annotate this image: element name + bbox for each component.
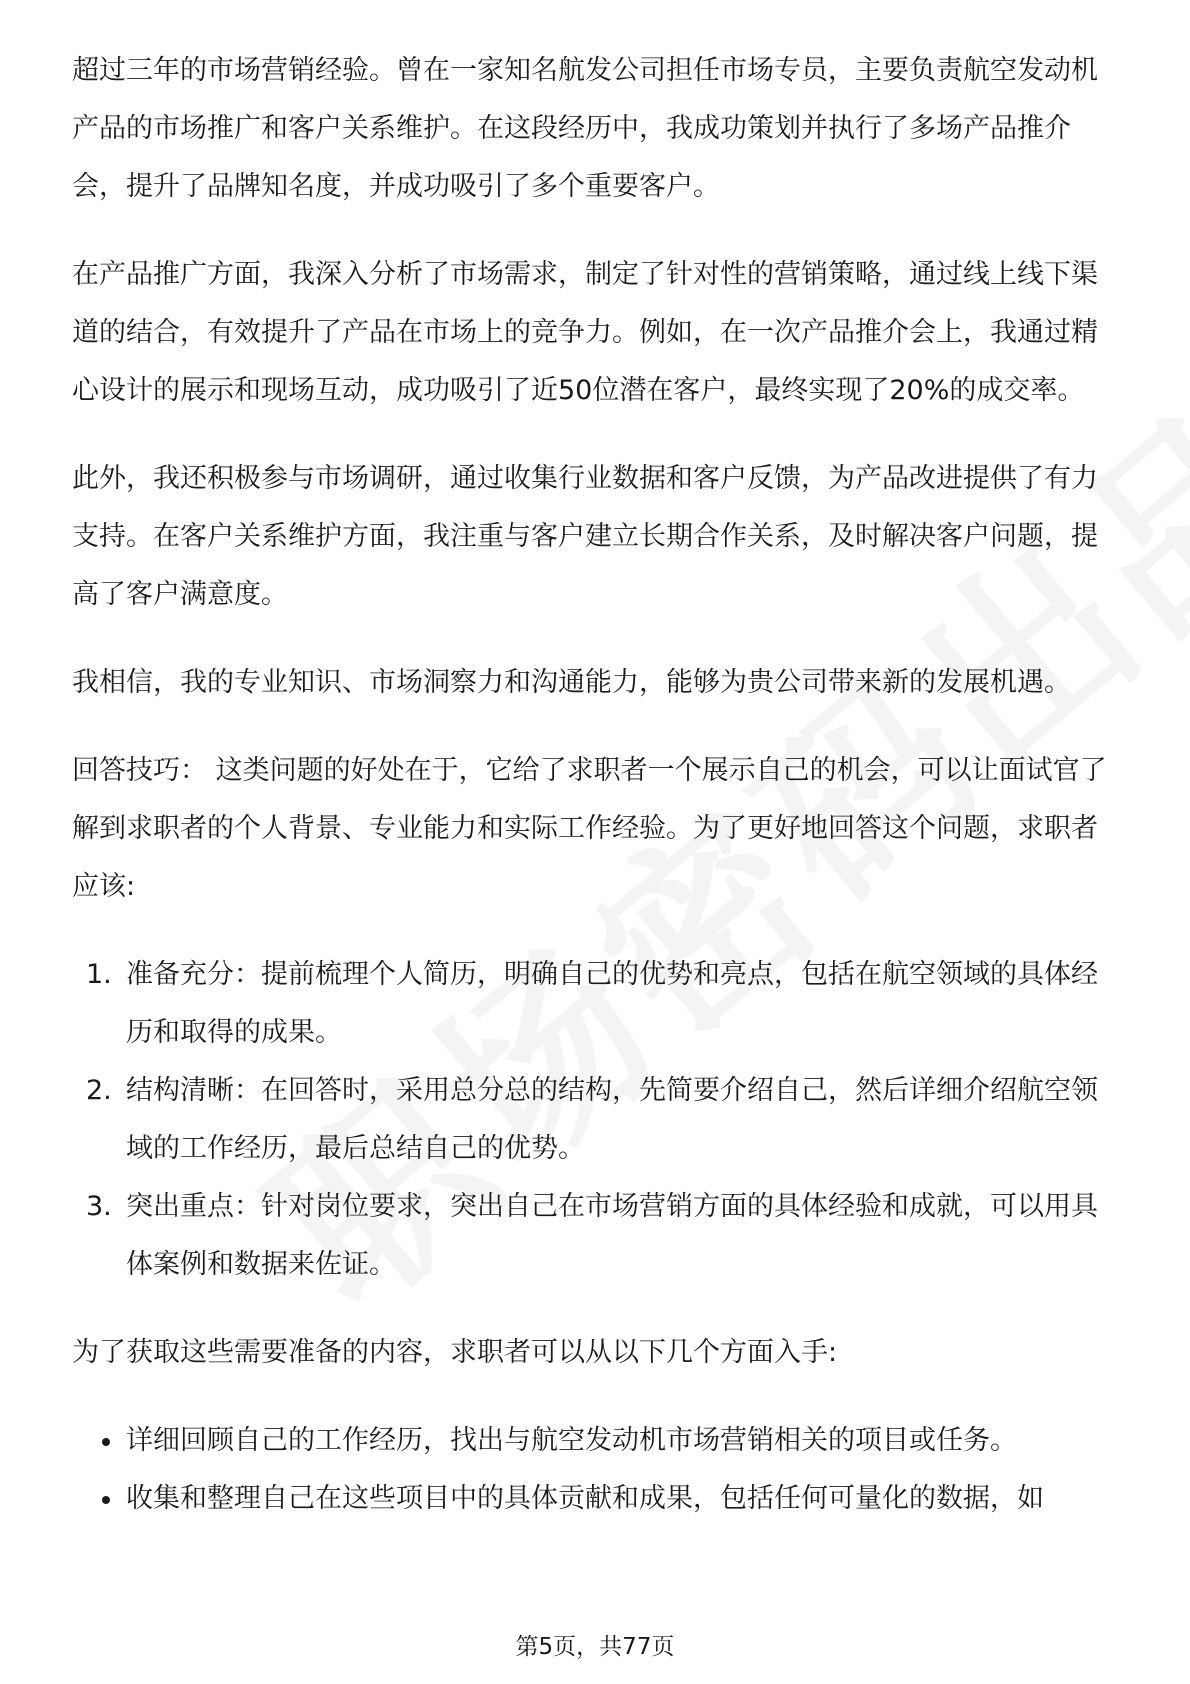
list-item [72,946,1122,1062]
paragraph-research: 此外，我还积极参与市场调研，通过收集行业数据和客户反馈，为产品改进提供了有力支持。在客户关系维护方面，我注重与客户建立长期合作关系，及时解决客户问题，提高了客户满意度。 [72,463,1098,610]
document-body [72,42,1122,1528]
list-item-text: 准备充分：提前梳理个人简历，明确自己的优势和亮点，包括在航空领域的具体经历和取得的成果。 [126,959,1098,1048]
paragraph-promotion: 在产品推广方面，我深入分析了市场需求，制定了针对性的营销策略，通过线上线下渠道的结合，有效提升了产品在市场上的竞争力。例如，在一次产品推介会上，我通过精心设计的展示和现场互动，成功吸引了近50位潜在客户，最终实现了20%的成交率。 [72,259,1098,406]
paragraph-experience: 超过三年的市场营销经验。曾在一家知名航发公司担任市场专员，主要负责航空发动机产品的市场推广和客户关系维护。在这段经历中，我成功策划并执行了多场产品推介会，提升了品牌知名度，并成功吸引了多个重要客户。 [72,55,1098,202]
page-footer: 第5页，共77页 [515,1634,675,1660]
paragraph-prep-intro: 为了获取这些需要准备的内容，求职者可以从以下几个方面入手: [72,1337,838,1368]
list-item [72,1062,1122,1178]
paragraph-answer-tips: 回答技巧： 这类问题的好处在于，它给了求职者一个展示自己的机会，可以让面试官了解到求职者的个人背景、专业能力和实际工作经验。为了更好地回答这个问题，求职者应该: [72,755,1107,902]
paragraph-belief: 我相信，我的专业知识、市场洞察力和沟通能力，能够为贵公司带来新的发展机遇。 [72,667,1071,698]
tips-list [72,946,1122,1294]
list-item: 收集和整理自己在这些项目中的具体贡献和成果，包括任何可量化的数据，如 [72,1470,1122,1528]
list-item-text: 结构清晰：在回答时，采用总分总的结构，先简要介绍自己，然后详细介绍航空领域的工作经历，最后总结自己的优势。 [126,1075,1098,1164]
list-number: 2. [86,1075,112,1106]
list-item [72,1178,1122,1294]
bullet-list [72,1412,1122,1528]
list-number: 1. [86,959,112,990]
list-number: 3. [86,1191,112,1222]
list-item-text: 突出重点：针对岗位要求，突出自己在市场营销方面的具体经验和成就，可以用具体案例和数据来佐证。 [126,1191,1098,1280]
list-item: 详细回顾自己的工作经历，找出与航空发动机市场营销相关的项目或任务。 [72,1412,1122,1470]
